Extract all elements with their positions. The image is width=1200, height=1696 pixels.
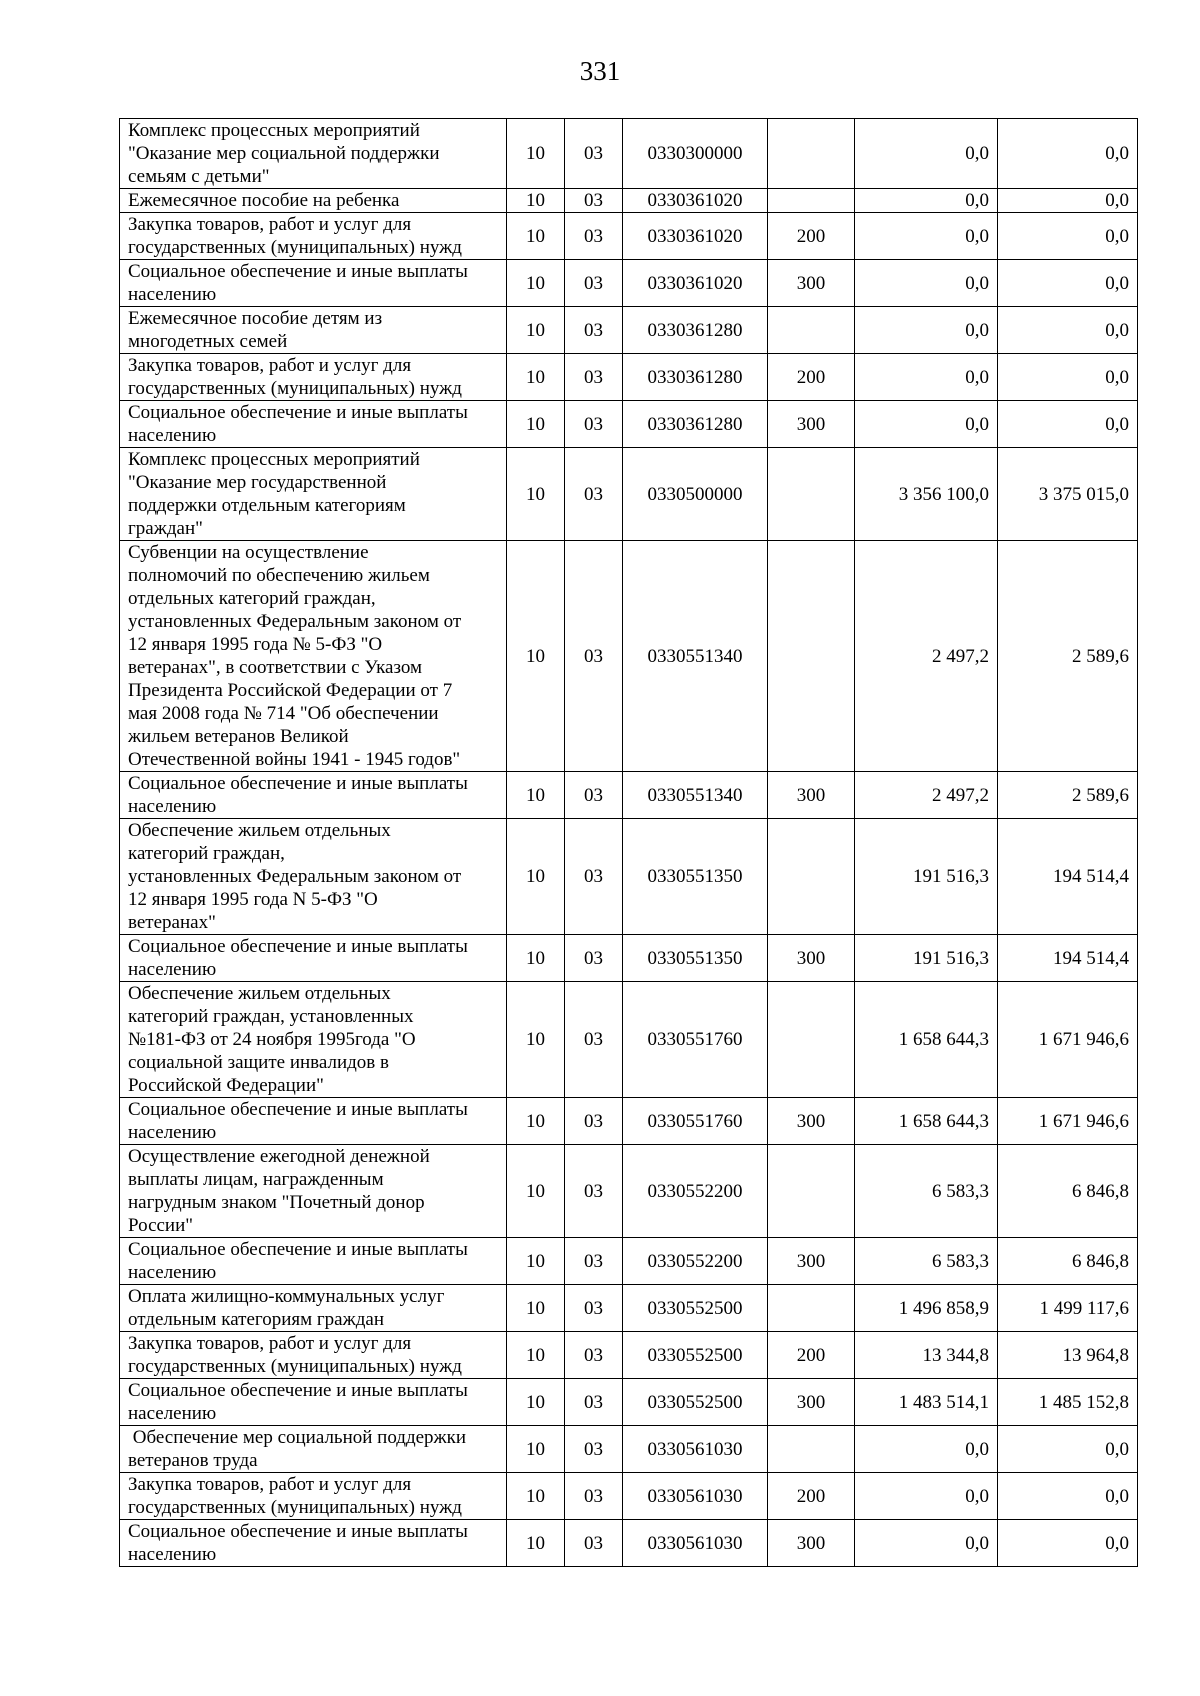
description-line: "Оказание мер социальной поддержки (128, 143, 440, 164)
expense-type-code: 300 (768, 260, 855, 307)
table-row (120, 1098, 1138, 1145)
amount-year-1: 1 658 644,3 (855, 982, 998, 1098)
amount-year-1: 13 344,8 (855, 1332, 998, 1379)
table-row (120, 119, 1138, 189)
row-description (120, 772, 507, 819)
description-line: установленных Федеральным законом от (128, 866, 462, 887)
amount-year-1: 0,0 (855, 1520, 998, 1567)
subsection-code: 03 (565, 213, 623, 260)
description-line: населению (128, 1122, 217, 1143)
subsection-code: 03 (565, 401, 623, 448)
section-code: 10 (507, 772, 565, 819)
amount-year-2: 3 375 015,0 (998, 448, 1138, 541)
table-row (120, 1332, 1138, 1379)
description-line: многодетных семей (128, 331, 288, 352)
amount-year-2: 194 514,4 (998, 935, 1138, 982)
target-article-code: 0330361280 (623, 307, 768, 354)
row-description (120, 401, 507, 448)
description-line: Закупка товаров, работ и услуг для (128, 1474, 412, 1495)
expense-type-code: 300 (768, 772, 855, 819)
amount-year-1: 191 516,3 (855, 819, 998, 935)
target-article-code: 0330552500 (623, 1332, 768, 1379)
table-row (120, 448, 1138, 541)
section-code: 10 (507, 1145, 565, 1238)
section-code: 10 (507, 213, 565, 260)
table-row (120, 1285, 1138, 1332)
description-line: Обеспечение жильем отдельных (128, 820, 391, 841)
expense-type-code (768, 307, 855, 354)
description-line: семьям с детьми" (128, 166, 270, 187)
target-article-code: 0330561030 (623, 1473, 768, 1520)
target-article-code: 0330551350 (623, 935, 768, 982)
description-line: отдельных категорий граждан, (128, 588, 376, 609)
amount-year-2: 0,0 (998, 401, 1138, 448)
description-line: населению (128, 1544, 217, 1565)
section-code: 10 (507, 819, 565, 935)
description-line: Отечественной войны 1941 - 1945 годов" (128, 749, 461, 770)
description-line: государственных (муниципальных) нужд (128, 378, 462, 399)
amount-year-1: 6 583,3 (855, 1238, 998, 1285)
row-description (120, 819, 507, 935)
table-row (120, 354, 1138, 401)
section-code: 10 (507, 354, 565, 401)
table-row (120, 307, 1138, 354)
row-description (120, 1285, 507, 1332)
amount-year-2: 0,0 (998, 354, 1138, 401)
description-line: 12 января 1995 года N 5-ФЗ "О (128, 889, 378, 910)
description-line: Субвенции на осуществление (128, 542, 369, 563)
description-line: социальной защите инвалидов в (128, 1052, 389, 1073)
description-line: граждан" (128, 518, 203, 539)
table-row (120, 982, 1138, 1098)
expense-type-code (768, 1426, 855, 1473)
expense-type-code: 200 (768, 1332, 855, 1379)
description-line: Закупка товаров, работ и услуг для (128, 1333, 412, 1354)
expense-type-code: 200 (768, 354, 855, 401)
description-line: отдельным категориям граждан (128, 1309, 384, 1330)
amount-year-2: 1 671 946,6 (998, 1098, 1138, 1145)
description-line: Комплекс процессных мероприятий (128, 449, 420, 470)
description-line: Ежемесячное пособие детям из (128, 308, 383, 329)
expense-type-code: 300 (768, 935, 855, 982)
section-code: 10 (507, 982, 565, 1098)
subsection-code: 03 (565, 1145, 623, 1238)
subsection-code: 03 (565, 307, 623, 354)
row-description (120, 260, 507, 307)
subsection-code: 03 (565, 1285, 623, 1332)
description-line: ветеранах" (128, 912, 216, 933)
description-line: Социальное обеспечение и иные выплаты (128, 1239, 468, 1260)
expense-type-code (768, 189, 855, 213)
description-line: Социальное обеспечение и иные выплаты (128, 402, 468, 423)
section-code: 10 (507, 541, 565, 772)
table-row (120, 1426, 1138, 1473)
section-code: 10 (507, 260, 565, 307)
table-row (120, 1520, 1138, 1567)
expense-type-code (768, 541, 855, 772)
target-article-code: 0330361020 (623, 213, 768, 260)
section-code: 10 (507, 1379, 565, 1426)
expense-type-code (768, 119, 855, 189)
amount-year-1: 0,0 (855, 401, 998, 448)
amount-year-1: 6 583,3 (855, 1145, 998, 1238)
section-code: 10 (507, 307, 565, 354)
description-line: Оплата жилищно-коммунальных услуг (128, 1286, 445, 1307)
amount-year-1: 0,0 (855, 119, 998, 189)
row-description (120, 982, 507, 1098)
table-row (120, 1379, 1138, 1426)
target-article-code: 0330551340 (623, 772, 768, 819)
description-line: 12 января 1995 года № 5-ФЗ "О (128, 634, 383, 655)
expense-type-code: 200 (768, 1473, 855, 1520)
description-line: Закупка товаров, работ и услуг для (128, 355, 412, 376)
section-code: 10 (507, 1426, 565, 1473)
description-line: жильем ветеранов Великой (128, 726, 349, 747)
subsection-code: 03 (565, 541, 623, 772)
row-description (120, 307, 507, 354)
row-description (120, 119, 507, 189)
description-line: населению (128, 796, 217, 817)
row-description (120, 189, 507, 213)
row-description (120, 213, 507, 260)
subsection-code: 03 (565, 1520, 623, 1567)
description-line: населению (128, 1403, 217, 1424)
description-line: Осуществление ежегодной денежной (128, 1146, 430, 1167)
section-code: 10 (507, 935, 565, 982)
description-line: Комплекс процессных мероприятий (128, 120, 420, 141)
amount-year-1: 2 497,2 (855, 772, 998, 819)
description-line: Обеспечение жильем отдельных (128, 983, 391, 1004)
amount-year-2: 0,0 (998, 119, 1138, 189)
target-article-code: 0330551340 (623, 541, 768, 772)
target-article-code: 0330552500 (623, 1379, 768, 1426)
table-row (120, 1473, 1138, 1520)
amount-year-2: 1 485 152,8 (998, 1379, 1138, 1426)
subsection-code: 03 (565, 189, 623, 213)
description-line: №181-ФЗ от 24 ноября 1995года "О (128, 1029, 416, 1050)
expense-type-code: 200 (768, 213, 855, 260)
subsection-code: 03 (565, 935, 623, 982)
description-line: поддержки отдельным категориям (128, 495, 406, 516)
budget-table (119, 118, 1138, 1567)
subsection-code: 03 (565, 1238, 623, 1285)
amount-year-1: 1 496 858,9 (855, 1285, 998, 1332)
amount-year-1: 1 483 514,1 (855, 1379, 998, 1426)
description-line: ветеранах", в соответствии с Указом (128, 657, 423, 678)
table-body (120, 119, 1138, 1567)
description-line: Социальное обеспечение и иные выплаты (128, 1099, 468, 1120)
target-article-code: 0330361020 (623, 189, 768, 213)
description-line: ветеранов труда (128, 1450, 258, 1471)
row-description (120, 541, 507, 772)
amount-year-1: 0,0 (855, 1426, 998, 1473)
description-line: Социальное обеспечение и иные выплаты (128, 261, 468, 282)
expense-type-code: 300 (768, 1238, 855, 1285)
amount-year-1: 0,0 (855, 213, 998, 260)
row-description (120, 1379, 507, 1426)
description-line: Закупка товаров, работ и услуг для (128, 214, 412, 235)
amount-year-2: 0,0 (998, 1426, 1138, 1473)
description-line: нагрудным знаком "Почетный донор (128, 1192, 425, 1213)
description-line: населению (128, 959, 217, 980)
expense-type-code (768, 819, 855, 935)
expense-type-code: 300 (768, 1098, 855, 1145)
section-code: 10 (507, 1098, 565, 1145)
amount-year-1: 0,0 (855, 260, 998, 307)
amount-year-1: 0,0 (855, 307, 998, 354)
expense-type-code (768, 1145, 855, 1238)
description-line: Социальное обеспечение и иные выплаты (128, 1521, 468, 1542)
section-code: 10 (507, 1285, 565, 1332)
section-code: 10 (507, 1332, 565, 1379)
expense-type-code: 300 (768, 401, 855, 448)
description-line: населению (128, 1262, 217, 1283)
amount-year-2: 0,0 (998, 1520, 1138, 1567)
table-row (120, 189, 1138, 213)
row-description (120, 935, 507, 982)
row-description (120, 1426, 507, 1473)
target-article-code: 0330561030 (623, 1520, 768, 1567)
row-description (120, 1473, 507, 1520)
description-line: установленных Федеральным законом от (128, 611, 462, 632)
amount-year-1: 0,0 (855, 1473, 998, 1520)
section-code: 10 (507, 448, 565, 541)
description-line: выплаты лицам, награжденным (128, 1169, 384, 1190)
amount-year-2: 194 514,4 (998, 819, 1138, 935)
amount-year-2: 0,0 (998, 213, 1138, 260)
amount-year-2: 0,0 (998, 1473, 1138, 1520)
amount-year-2: 6 846,8 (998, 1145, 1138, 1238)
target-article-code: 0330552200 (623, 1238, 768, 1285)
row-description (120, 1145, 507, 1238)
description-line: Президента Российской Федерации от 7 (128, 680, 453, 701)
row-description (120, 1332, 507, 1379)
amount-year-1: 2 497,2 (855, 541, 998, 772)
table-row (120, 213, 1138, 260)
description-line: Социальное обеспечение и иные выплаты (128, 1380, 468, 1401)
amount-year-2: 1 499 117,6 (998, 1285, 1138, 1332)
description-line: "Оказание мер государственной (128, 472, 387, 493)
amount-year-1: 191 516,3 (855, 935, 998, 982)
target-article-code: 0330552200 (623, 1145, 768, 1238)
description-line: категорий граждан, установленных (128, 1006, 414, 1027)
amount-year-2: 0,0 (998, 307, 1138, 354)
table-row (120, 819, 1138, 935)
subsection-code: 03 (565, 772, 623, 819)
expense-type-code (768, 982, 855, 1098)
subsection-code: 03 (565, 119, 623, 189)
subsection-code: 03 (565, 1098, 623, 1145)
table-row (120, 935, 1138, 982)
description-line: Ежемесячное пособие на ребенка (128, 190, 400, 211)
amount-year-1: 3 356 100,0 (855, 448, 998, 541)
section-code: 10 (507, 119, 565, 189)
row-description (120, 448, 507, 541)
row-description (120, 354, 507, 401)
target-article-code: 0330361280 (623, 354, 768, 401)
description-line: Российской Федерации" (128, 1075, 324, 1096)
target-article-code: 0330561030 (623, 1426, 768, 1473)
amount-year-2: 2 589,6 (998, 772, 1138, 819)
table-row (120, 1145, 1138, 1238)
expense-type-code: 300 (768, 1379, 855, 1426)
row-description (120, 1520, 507, 1567)
target-article-code: 0330300000 (623, 119, 768, 189)
target-article-code: 0330500000 (623, 448, 768, 541)
description-line: мая 2008 года № 714 "Об обеспечении (128, 703, 439, 724)
description-line: населению (128, 284, 217, 305)
section-code: 10 (507, 1520, 565, 1567)
target-article-code: 0330361280 (623, 401, 768, 448)
table-row (120, 772, 1138, 819)
description-line: Социальное обеспечение и иные выплаты (128, 773, 468, 794)
table-row (120, 260, 1138, 307)
amount-year-2: 2 589,6 (998, 541, 1138, 772)
subsection-code: 03 (565, 1473, 623, 1520)
amount-year-2: 0,0 (998, 189, 1138, 213)
target-article-code: 0330551760 (623, 1098, 768, 1145)
target-article-code: 0330551760 (623, 982, 768, 1098)
amount-year-2: 1 671 946,6 (998, 982, 1138, 1098)
subsection-code: 03 (565, 982, 623, 1098)
section-code: 10 (507, 1238, 565, 1285)
section-code: 10 (507, 189, 565, 213)
row-description (120, 1238, 507, 1285)
section-code: 10 (507, 1473, 565, 1520)
expense-type-code: 300 (768, 1520, 855, 1567)
amount-year-2: 6 846,8 (998, 1238, 1138, 1285)
description-line: категорий граждан, (128, 843, 285, 864)
expense-type-code (768, 448, 855, 541)
description-line: государственных (муниципальных) нужд (128, 237, 462, 258)
amount-year-1: 0,0 (855, 189, 998, 213)
subsection-code: 03 (565, 1426, 623, 1473)
description-line: государственных (муниципальных) нужд (128, 1497, 462, 1518)
subsection-code: 03 (565, 819, 623, 935)
table-row (120, 401, 1138, 448)
subsection-code: 03 (565, 1332, 623, 1379)
target-article-code: 0330361020 (623, 260, 768, 307)
subsection-code: 03 (565, 354, 623, 401)
target-article-code: 0330552500 (623, 1285, 768, 1332)
description-line: Обеспечение мер социальной поддержки (128, 1427, 467, 1448)
description-line: государственных (муниципальных) нужд (128, 1356, 462, 1377)
page-number: 331 (579, 56, 621, 86)
table-row (120, 1238, 1138, 1285)
amount-year-2: 0,0 (998, 260, 1138, 307)
amount-year-2: 13 964,8 (998, 1332, 1138, 1379)
expense-type-code (768, 1285, 855, 1332)
description-line: Социальное обеспечение и иные выплаты (128, 936, 468, 957)
subsection-code: 03 (565, 1379, 623, 1426)
description-line: России" (128, 1215, 194, 1236)
amount-year-1: 1 658 644,3 (855, 1098, 998, 1145)
description-line: населению (128, 425, 217, 446)
target-article-code: 0330551350 (623, 819, 768, 935)
row-description (120, 1098, 507, 1145)
description-line: полномочий по обеспечению жильем (128, 565, 430, 586)
amount-year-1: 0,0 (855, 354, 998, 401)
subsection-code: 03 (565, 448, 623, 541)
subsection-code: 03 (565, 260, 623, 307)
table-row (120, 541, 1138, 772)
section-code: 10 (507, 401, 565, 448)
